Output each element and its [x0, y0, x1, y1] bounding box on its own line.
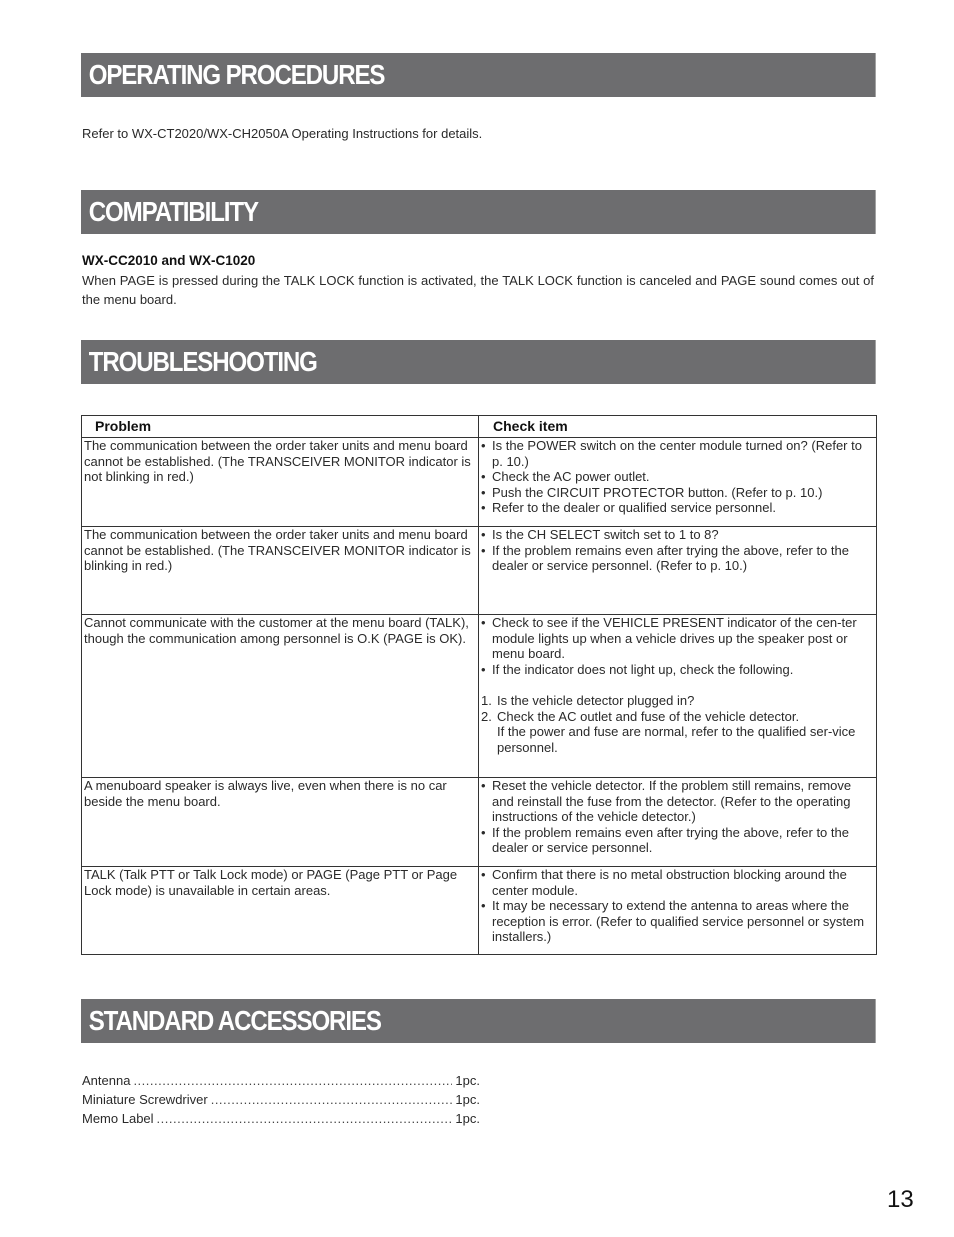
- check-item-cell: [479, 615, 877, 778]
- bullet-icon: •: [481, 867, 486, 882]
- compatibility-subheading: WX-CC2010 and WX-C1020: [82, 253, 256, 268]
- check-bullet: • Refer to the dealer or qualified service personnel.: [481, 500, 776, 516]
- problem-cell: Cannot communicate with the customer at the menu board (TALK), though the communication among personnel is O.K (PAGE is OK).: [82, 615, 479, 778]
- section-title-operating-procedures: OPERATING PROCEDURES: [81, 53, 876, 97]
- compatibility-text: When PAGE is pressed during the TALK LOCK function is activated, the TALK LOCK function is canceled and PAGE sound comes out of the menu board.: [82, 273, 874, 307]
- check-bullet: • Is the CH SELECT switch set to 1 to 8?: [481, 527, 719, 542]
- check-item-cell: [479, 527, 877, 615]
- bullet-icon: •: [481, 778, 486, 793]
- check-bullet: • Push the CIRCUIT PROTECTOR button. (Refer to p. 10.): [481, 484, 823, 500]
- check-bullet: • It may be necessary to extend the antenna to areas where the reception is error. (Refer to qualified service personnel or system installers.): [481, 898, 865, 945]
- check-bullet: • Confirm that there is no metal obstruction blocking around the center module.: [481, 867, 847, 898]
- check-bullet: • If the problem remains even after trying the above, refer to the dealer or service personnel.: [481, 824, 849, 856]
- section-title-standard-accessories: STANDARD ACCESSORIES: [81, 999, 876, 1043]
- bullet-icon: •: [481, 615, 486, 630]
- list-item: Miniature Screwdriver ..... 1pc.: [82, 1090, 480, 1109]
- accessories-list: [82, 1071, 480, 1128]
- dot-leader: [133, 1071, 452, 1090]
- bullet-icon: •: [481, 438, 486, 453]
- list-item: Memo Label ..... 1pc.: [82, 1109, 480, 1128]
- check-item-cell: [479, 778, 877, 867]
- check-bullet: • Check the AC power outlet.: [481, 469, 650, 485]
- table-row: [82, 527, 877, 615]
- column-header-problem: Problem: [82, 416, 479, 438]
- bullet-icon: •: [481, 661, 486, 677]
- bullet-icon: •: [481, 469, 486, 485]
- check-bullet: • If the problem remains even after trying the above, refer to the dealer or service personnel. (Refer to p. 10.): [481, 542, 849, 574]
- check-item-cell: [479, 438, 877, 527]
- bullet-icon: •: [481, 500, 486, 516]
- dot-leader: [157, 1109, 453, 1128]
- check-step: 1. Is the vehicle detector plugged in?: [481, 692, 695, 708]
- table-row: [82, 867, 877, 955]
- check-step-note: If the power and fuse are normal, refer to the qualified ser-vice personnel.: [497, 724, 856, 755]
- dot-leader: [211, 1090, 453, 1109]
- page-number: 13: [887, 1186, 914, 1213]
- list-item: Antenna ..... 1pc.: [82, 1071, 480, 1090]
- check-bullet: • Is the POWER switch on the center module turned on? (Refer to p. 10.): [481, 438, 862, 469]
- table-row: [82, 778, 877, 867]
- check-bullet: • If the indicator does not light up, check the following.: [481, 661, 794, 677]
- section-title-troubleshooting: TROUBLESHOOTING: [81, 340, 876, 384]
- bullet-icon: •: [481, 484, 486, 500]
- check-bullet: • Check to see if the VEHICLE PRESENT indicator of the cen-ter module lights up when a vehicle drives up the speaker post or menu board.: [481, 615, 857, 662]
- check-step: 2. Check the AC outlet and fuse of the vehicle detector.: [481, 708, 800, 724]
- table-row: [82, 615, 877, 778]
- problem-cell: The communication between the order taker units and menu board cannot be established. (The TRANSCEIVER MONITOR indicator is blinking in red.): [82, 527, 479, 615]
- table-header-row: [82, 416, 877, 438]
- problem-cell: TALK (Talk PTT or Talk Lock mode) or PAGE (Page PTT or Page Lock mode) is unavailable in certain areas.: [82, 867, 479, 955]
- check-item-cell: [479, 867, 877, 955]
- operating-procedures-text: Refer to WX-CT2020/WX-CH2050A Operating Instructions for details.: [82, 126, 483, 141]
- section-title-compatibility: COMPATIBILITY: [81, 190, 876, 234]
- column-header-check-item: Check item: [479, 416, 877, 438]
- check-bullet: • Reset the vehicle detector. If the problem still remains, remove and reinstall the fuse from the detector. (Refer to the operating instructions of the vehicle detector.): [481, 778, 852, 825]
- bullet-icon: •: [481, 542, 486, 558]
- bullet-icon: •: [481, 527, 486, 542]
- table-row: [82, 438, 877, 527]
- bullet-icon: •: [481, 898, 486, 914]
- troubleshooting-table: [81, 415, 877, 955]
- problem-cell: A menuboard speaker is always live, even when there is no car beside the menu board.: [82, 778, 479, 867]
- bullet-icon: •: [481, 824, 486, 840]
- problem-cell: The communication between the order taker units and menu board cannot be established. (The TRANSCEIVER MONITOR indicator is not blinking in red.): [82, 438, 479, 527]
